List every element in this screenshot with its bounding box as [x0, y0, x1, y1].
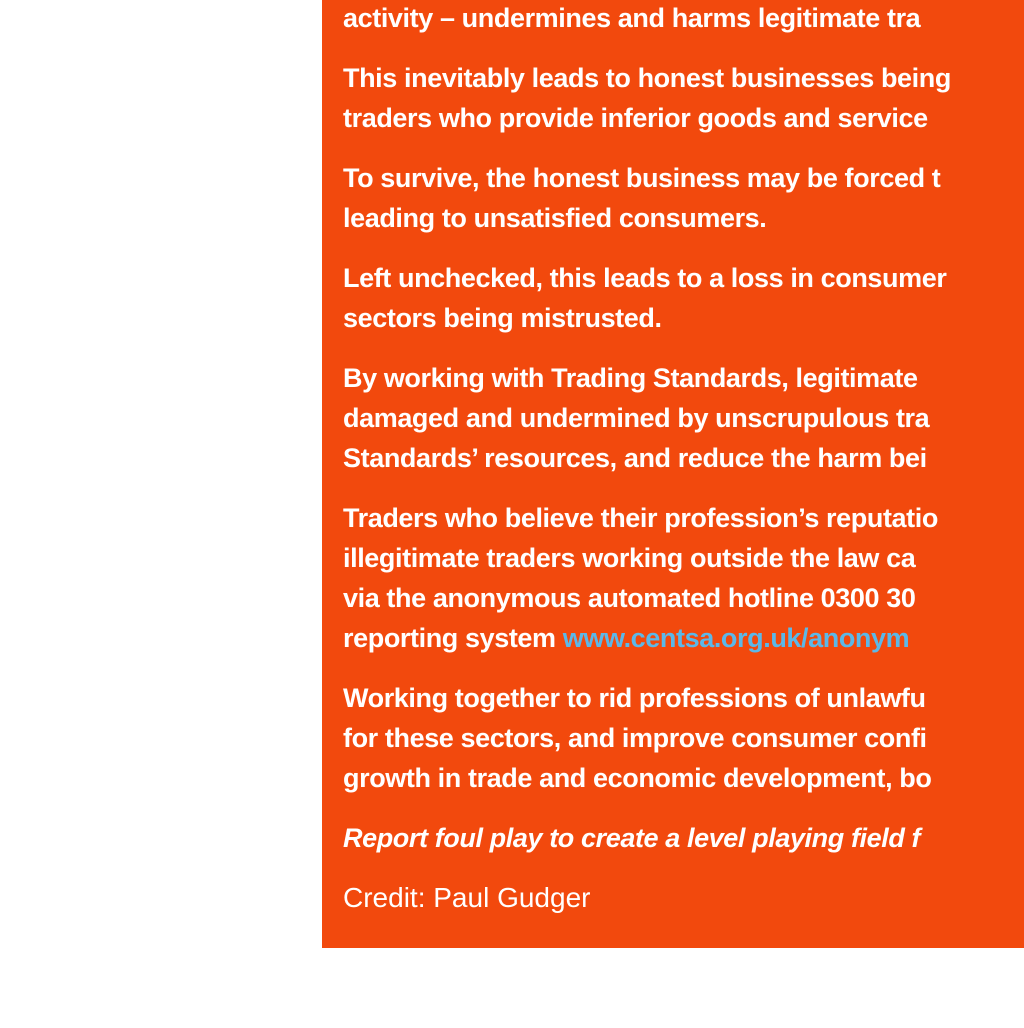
paragraph-line: activity – undermines and harms legitimate tra	[343, 3, 921, 33]
paragraph-line: illegitimate traders working outside the law ca	[343, 543, 916, 573]
paragraph-line: Traders who believe their profession’s reputatio	[343, 503, 938, 533]
paragraph-line: By working with Trading Standards, legitimate	[343, 363, 918, 393]
paragraph-working-together	[343, 678, 1024, 798]
anonymous-reporting-link[interactable]: www.centsa.org.uk/anonym	[562, 623, 910, 653]
paragraph-line: damaged and undermined by unscrupulous tra	[343, 403, 930, 433]
paragraph-line: To survive, the honest business may be forced t	[343, 163, 941, 193]
orange-text-panel	[322, 0, 1024, 948]
paragraph-line: This inevitably leads to honest businesses being	[343, 63, 951, 93]
paragraph-activity	[343, 0, 1024, 38]
paragraph-working-with-ts	[343, 358, 1024, 478]
paragraph-line: growth in trade and economic development, bo	[343, 763, 932, 793]
paragraph-unchecked	[343, 258, 1024, 338]
paragraph-line-link	[343, 618, 1024, 658]
credit-line: Credit: Paul Gudger	[343, 882, 591, 913]
paragraph-line: sectors being mistrusted.	[343, 303, 662, 333]
paragraph-line: Standards’ resources, and reduce the harm bei	[343, 443, 927, 473]
link-line-prefix: reporting system	[343, 623, 563, 653]
paragraph-survive	[343, 158, 1024, 238]
paragraph-inevitably	[343, 58, 1024, 138]
paragraph-report-foul-play	[343, 818, 1024, 858]
paragraph-line: Working together to rid professions of unlawfu	[343, 683, 926, 713]
paragraph-line: for these sectors, and improve consumer confi	[343, 723, 927, 753]
paragraph-line-hotline: via the anonymous automated hotline 0300 30	[343, 583, 916, 613]
paragraph-line: traders who provide inferior goods and service	[343, 103, 928, 133]
paragraph-line-italic: Report foul play to create a level playing field f	[343, 823, 921, 853]
paragraph-line: Left unchecked, this leads to a loss in consumer	[343, 263, 947, 293]
paragraph-line: leading to unsatisfied consumers.	[343, 203, 767, 233]
paragraph-traders-report	[343, 498, 1024, 658]
